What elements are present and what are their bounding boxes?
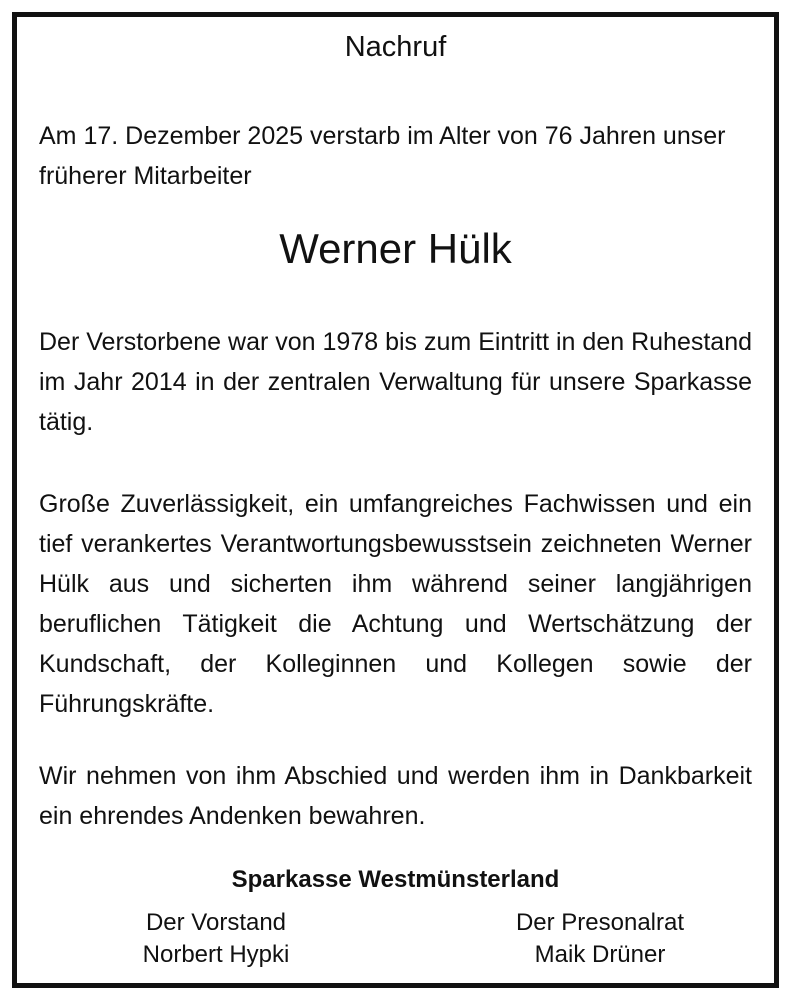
signature-name: Maik Drüner xyxy=(534,941,666,968)
organization-name: Sparkasse Westmünsterland xyxy=(231,866,560,893)
signature-board xyxy=(66,907,366,971)
notice-heading: Nachruf xyxy=(344,31,447,63)
deceased-name: Werner Hülk xyxy=(279,225,512,272)
paragraph-career: Der Verstorbene war von 1978 bis zum Eintritt in den Ruhestand im Jahr 2014 in der zentralen Verwaltung für unsere Sparkasse tätig. xyxy=(39,328,752,436)
signature-staff-council xyxy=(450,907,750,971)
signature-role: Der Presonalrat xyxy=(515,909,685,936)
signature-role: Der Vorstand xyxy=(145,909,287,936)
paragraph-farewell: Wir nehmen von ihm Abschied und werden ihm in Dankbarkeit ein ehrendes Andenken bewahren. xyxy=(39,762,752,830)
intro-text: Am 17. Dezember 2025 verstarb im Alter von 76 Jahren unser früherer Mitarbeiter xyxy=(39,122,726,190)
paragraph-tribute: Große Zuverlässigkeit, ein umfangreiches Fachwissen und ein tief verankertes Verantwortungsbewusstsein zeichneten Werner Hülk aus und sicherten ihm während seiner langjährigen beruflichen Tätigkeit die Achtung und Wertschätzung der Kundschaft, der Kolleginnen und Kollegen sowie der Führungskräfte. xyxy=(39,490,752,718)
signature-name: Norbert Hypki xyxy=(142,941,290,968)
